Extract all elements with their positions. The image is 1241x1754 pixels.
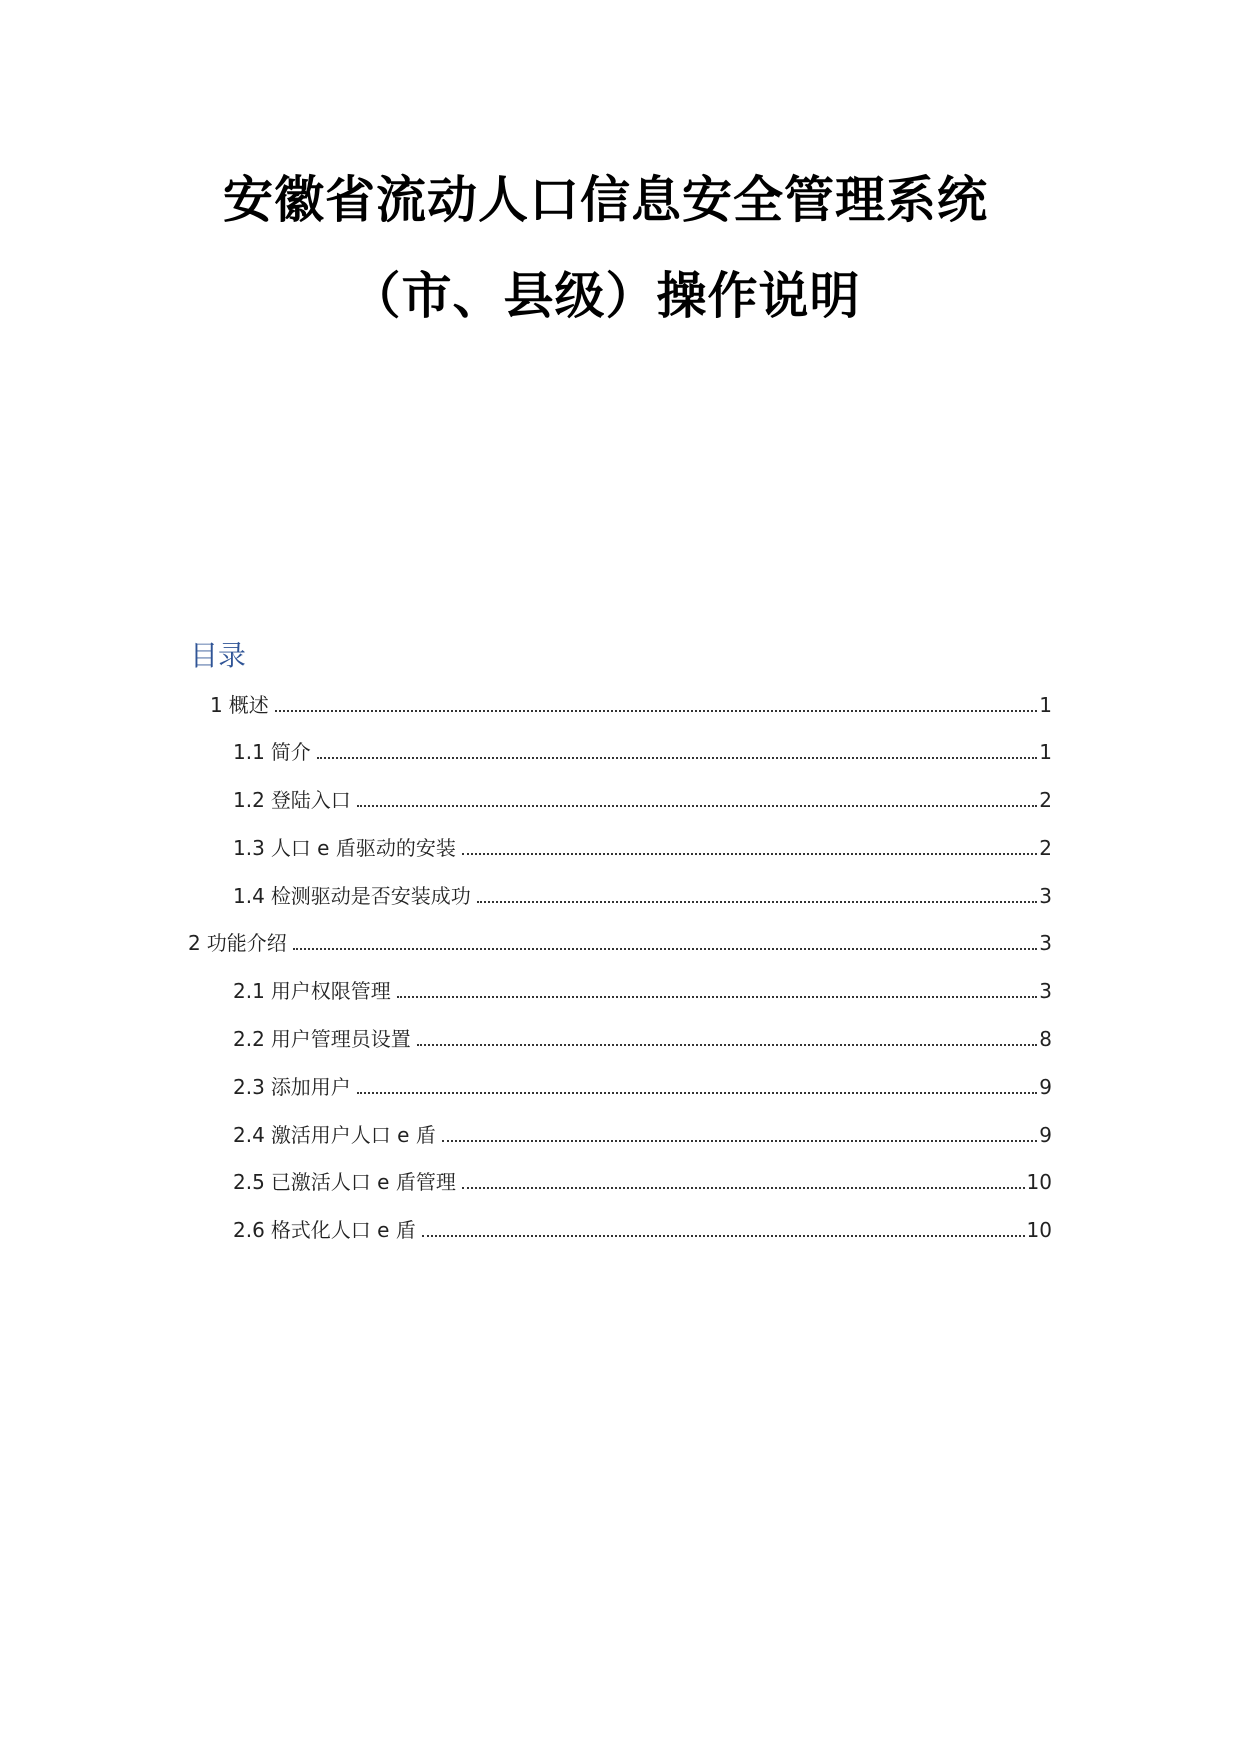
toc-leader-dots [417, 1044, 1037, 1046]
toc-entry[interactable] [233, 1120, 1052, 1150]
toc-entry[interactable] [233, 1167, 1052, 1197]
document-title-line-2: （市、县级）操作说明 [350, 267, 861, 325]
toc-entry[interactable] [233, 833, 1052, 863]
toc-leader-dots [357, 805, 1037, 807]
toc-leader-dots [422, 1235, 1025, 1237]
toc-entry-number: 1.2 [233, 788, 265, 812]
toc-entry-label: 用户权限管理 [270, 979, 391, 1003]
toc-entry-label: 用户管理员设置 [270, 1027, 411, 1051]
toc-entry-number: 2.4 [233, 1123, 265, 1147]
toc-entry[interactable] [188, 928, 1052, 958]
toc-entry-number: 2.5 [233, 1170, 265, 1194]
toc-entry[interactable] [233, 881, 1052, 911]
toc-entry-number: 2.6 [233, 1218, 265, 1242]
toc-entry[interactable] [233, 1215, 1052, 1245]
toc-entry-page: 3 [1039, 979, 1052, 1003]
toc-entry-page: 1 [1039, 693, 1052, 717]
toc-entry-label: 登陆入口 [270, 788, 351, 812]
toc-entry[interactable] [233, 737, 1052, 767]
toc-entry[interactable] [233, 1024, 1052, 1054]
toc-entry-page: 2 [1039, 788, 1052, 812]
toc-entry-label: 格式化人口 e 盾 [270, 1218, 416, 1242]
toc-entry[interactable] [233, 1072, 1052, 1102]
toc-entry-page: 10 [1026, 1218, 1052, 1242]
toc-entry-number: 1.3 [233, 836, 265, 860]
toc-entry-label: 已激活人口 e 盾管理 [270, 1170, 456, 1194]
toc-entry-number: 2 [188, 931, 201, 955]
toc-leader-dots [462, 853, 1037, 855]
toc-leader-dots [477, 901, 1037, 903]
toc-entry-label: 简介 [270, 740, 311, 764]
toc-entry-number: 1.4 [233, 884, 265, 908]
toc-entry-label: 概述 [228, 693, 269, 717]
toc-entry[interactable] [233, 976, 1052, 1006]
toc-leader-dots [462, 1187, 1025, 1189]
toc-entry-label: 人口 e 盾驱动的安装 [270, 836, 456, 860]
toc-leader-dots [293, 948, 1038, 950]
toc-leader-dots [357, 1092, 1037, 1094]
toc-entry-page: 8 [1039, 1027, 1052, 1051]
toc-entry-page: 3 [1039, 931, 1052, 955]
toc-entry-page: 1 [1039, 740, 1052, 764]
toc-entry-page: 10 [1026, 1170, 1052, 1194]
toc-entry-number: 1.1 [233, 740, 265, 764]
toc-entry-page: 9 [1039, 1075, 1052, 1099]
toc-entry[interactable] [210, 690, 1052, 720]
toc-entry-label: 激活用户人口 e 盾 [270, 1123, 436, 1147]
document-title-line-1: 安徽省流动人口信息安全管理系统 [223, 171, 988, 229]
toc-entry-label: 添加用户 [270, 1075, 351, 1099]
toc-leader-dots [442, 1140, 1037, 1142]
toc-entry-label: 检测驱动是否安装成功 [270, 884, 471, 908]
toc-entry-number: 1 [210, 693, 223, 717]
toc-entry-page: 9 [1039, 1123, 1052, 1147]
toc-heading: 目录 [190, 639, 247, 672]
toc-entry-number: 2.2 [233, 1027, 265, 1051]
toc-leader-dots [397, 996, 1037, 998]
toc-entry-page: 2 [1039, 836, 1052, 860]
toc-entry-label: 功能介绍 [206, 931, 287, 955]
toc-entry[interactable] [233, 785, 1052, 815]
toc-leader-dots [317, 757, 1037, 759]
toc-leader-dots [275, 710, 1038, 712]
toc-entry-number: 2.3 [233, 1075, 265, 1099]
toc-entry-page: 3 [1039, 884, 1052, 908]
toc-entry-number: 2.1 [233, 979, 265, 1003]
